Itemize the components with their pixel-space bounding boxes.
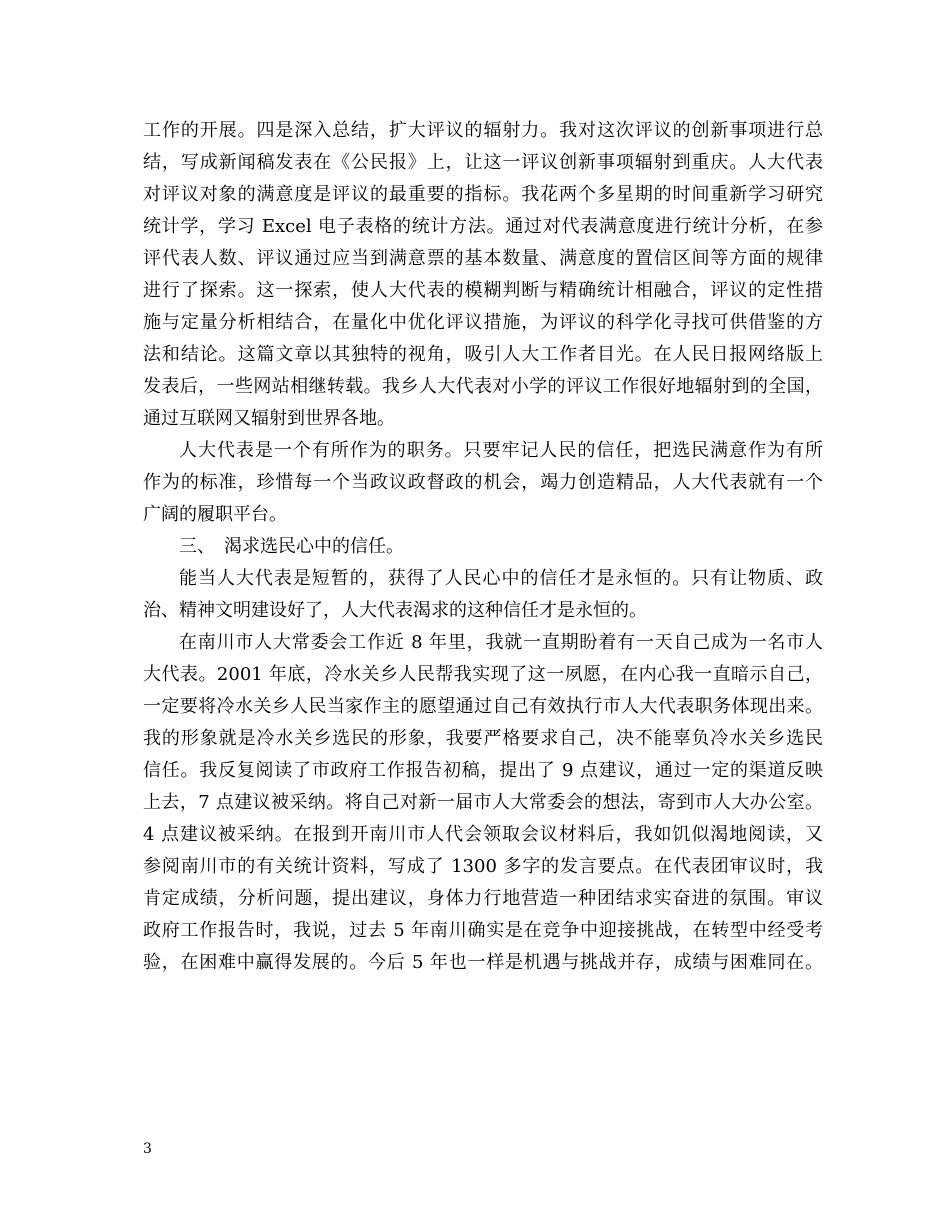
text-line: 验，在困难中赢得发展的。今后 5 年也一样是机遇与挑战并存，成绩与困难同在。 bbox=[143, 952, 823, 973]
text-line: 广阔的履职平台。 bbox=[143, 504, 287, 525]
text-line: 对评议对象的满意度是评议的最重要的指标。我花两个多星期的时间重新学习研究 bbox=[143, 184, 823, 205]
text-line: 法和结论。这篇文章以其独特的视角，吸引人大工作者目光。在人民日报网络版上 bbox=[143, 344, 823, 365]
text-line: 工作的开展。四是深入总结，扩大评议的辐射力。我对这次评议的创新事项进行总 bbox=[143, 120, 823, 141]
text-line: 能当人大代表是短暂的，获得了人民心中的信任才是永恒的。只有让物质、政 bbox=[179, 568, 823, 589]
text-line: 政府工作报告时，我说，过去 5 年南川确实是在竞争中迎接挑战，在转型中经受考 bbox=[143, 920, 823, 941]
text-line: 作为的标准，珍惜每一个当政议政督政的机会，竭力创造精品，人大代表就有一个 bbox=[143, 472, 823, 493]
text-line: 参阅南川市的有关统计资料，写成了 1300 多字的发言要点。在代表团审议时，我 bbox=[143, 856, 823, 877]
text-line: 大代表。2001 年底，冷水关乡人民帮我实现了这一夙愿，在内心我一直暗示自己， bbox=[143, 664, 823, 685]
text-line: 上去，7 点建议被采纳。将自己对新一届市人大常委会的想法，寄到市人大办公室。 bbox=[143, 792, 823, 813]
text-line: 治、精神文明建设好了，人大代表渴求的这种信任才是永恒的。 bbox=[143, 600, 647, 621]
text-line: 进行了探索。这一探索，使人大代表的模糊判断与精确统计相融合，评议的定性措 bbox=[143, 280, 823, 301]
text-line: 人大代表是一个有所作为的职务。只要牢记人民的信任，把选民满意作为有所 bbox=[179, 440, 823, 461]
text-line: 结，写成新闻稿发表在《公民报》上，让这一评议创新事项辐射到重庆。人大代表 bbox=[143, 152, 823, 173]
text-line: 肯定成绩，分析问题，提出建议，身体力行地营造一种团结求实奋进的氛围。审议 bbox=[143, 888, 823, 909]
text-line: 统计学，学习 Excel 电子表格的统计方法。通过对代表满意度进行统计分析，在参 bbox=[143, 216, 823, 237]
text-line: 评代表人数、评议通过应当到满意票的基本数量、满意度的置信区间等方面的规律 bbox=[143, 248, 823, 269]
text-line: 施与定量分析相结合，在量化中优化评议措施，为评议的科学化寻找可供借鉴的方 bbox=[143, 312, 823, 333]
text-line: 一定要将冷水关乡人民当家作主的愿望通过自己有效执行市人大代表职务体现出来。 bbox=[143, 696, 823, 717]
text-line: 信任。我反复阅读了市政府工作报告初稿，提出了 9 点建议，通过一定的渠道反映 bbox=[143, 760, 823, 781]
page-number: 3 bbox=[143, 1141, 152, 1157]
text-line: 通过互联网又辐射到世界各地。 bbox=[143, 408, 395, 429]
text-line: 4 点建议被采纳。在报到开南川市人代会领取会议材料后，我如饥似渴地阅读，又 bbox=[143, 824, 823, 845]
body-text bbox=[143, 115, 823, 979]
text-line: 在南川市人大常委会工作近 8 年里，我就一直期盼着有一天自己成为一名市人 bbox=[179, 632, 823, 653]
text-line: 发表后，一些网站相继转载。我乡人大代表对小学的评议工作很好地辐射到的全国， bbox=[143, 376, 823, 397]
text-line: 我的形象就是冷水关乡选民的形象，我要严格要求自己，决不能辜负冷水关乡选民 bbox=[143, 728, 823, 749]
text-line: 三、 渴求选民心中的信任。 bbox=[179, 536, 404, 557]
